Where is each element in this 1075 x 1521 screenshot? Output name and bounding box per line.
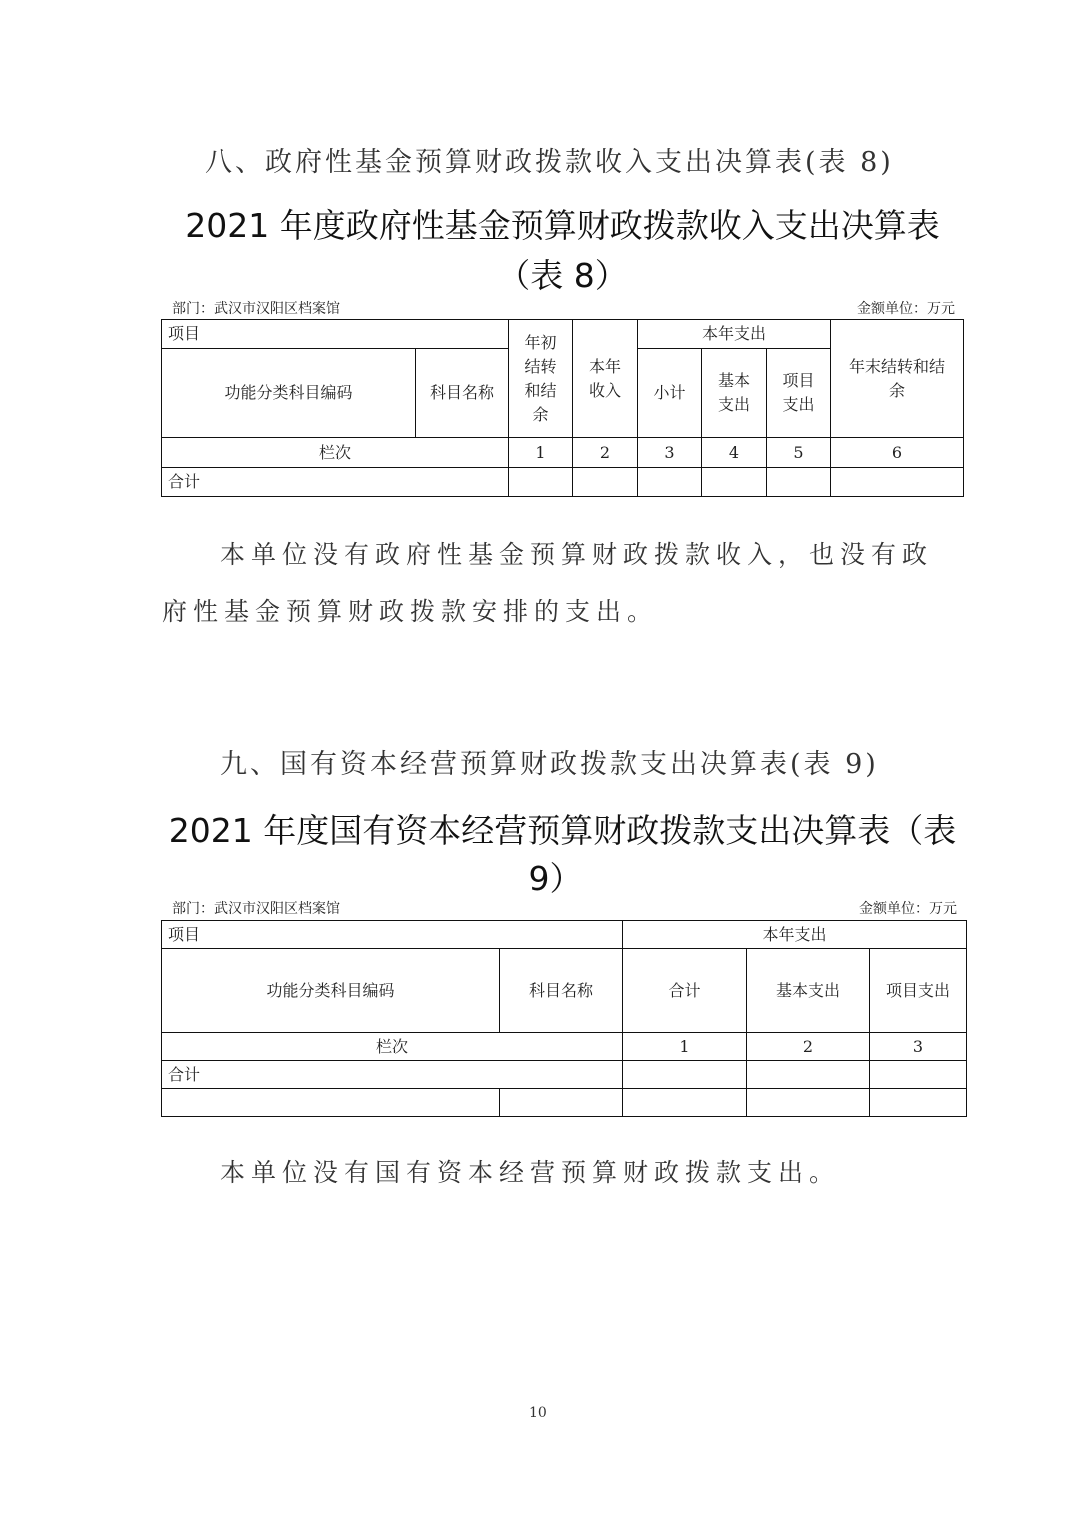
table-9-index-label: 栏次 (162, 1033, 623, 1061)
section-8-paragraph-line1: 本单位没有政府性基金预算财政拨款收入，也没有政 (220, 540, 934, 569)
table-8-header-expense-group: 本年支出 (638, 320, 831, 349)
table-8-cell (831, 468, 964, 497)
table-8-header-code: 功能分类科目编码 (162, 349, 416, 438)
table-8-header-project-exp: 项目 支出 (767, 349, 831, 438)
table-8-header-subtotal: 小计 (638, 349, 702, 438)
table-8-cell (638, 468, 702, 497)
table-9-index-row (162, 1033, 967, 1061)
table-8-title-line1: 2021 年度政府性基金预算财政拨款收入支出决算表 (185, 206, 940, 245)
table-9-cell (747, 1089, 870, 1117)
table-9-unit: 金额单位：万元 (859, 901, 957, 917)
table-9-header-project: 项目 (162, 921, 623, 949)
table-8-index-label: 栏次 (162, 438, 509, 468)
table-9-empty-row (162, 1089, 967, 1117)
page-number: 10 (529, 1405, 547, 1421)
table-9-cell (870, 1061, 967, 1089)
table-8-total-label: 合计 (162, 468, 509, 497)
table-9-cell (870, 1089, 967, 1117)
table-9-index-1: 1 (623, 1033, 747, 1061)
table-8-header-project: 项目 (162, 320, 509, 349)
table-9 (161, 920, 967, 1117)
table-8-header-name: 科目名称 (416, 349, 509, 438)
table-8-index-row (162, 438, 964, 468)
table-9-index-3: 3 (870, 1033, 967, 1061)
table-9-cell (500, 1089, 623, 1117)
table-9-total-row (162, 1061, 967, 1089)
table-8 (161, 319, 964, 497)
table-8-title-line2: （表 8） (497, 256, 628, 295)
table-8-cell (509, 468, 573, 497)
section-9-paragraph: 本单位没有国有资本经营预算财政拨款支出。 (220, 1158, 841, 1187)
table-9-header-total: 合计 (623, 949, 747, 1033)
section-8-heading: 八、政府性基金预算财政拨款收入支出决算表(表 8) (205, 147, 894, 178)
table-9-header-basic: 基本支出 (747, 949, 870, 1033)
table-8-index-1: 1 (509, 438, 573, 468)
table-9-header-code: 功能分类科目编码 (162, 949, 500, 1033)
table-9-cell (623, 1089, 747, 1117)
table-9-cell (623, 1061, 747, 1089)
table-9-index-2: 2 (747, 1033, 870, 1061)
table-9-cell (162, 1089, 500, 1117)
table-8-header-end-balance: 年末结转和结 余 (831, 320, 964, 438)
table-9-cell (747, 1061, 870, 1089)
table-9-total-label: 合计 (162, 1061, 623, 1089)
table-9-header-project-exp: 项目支出 (870, 949, 967, 1033)
table-8-total-row (162, 468, 964, 497)
table-8-index-4: 4 (702, 438, 767, 468)
section-9-heading: 九、国有资本经营预算财政拨款支出决算表(表 9) (220, 749, 879, 780)
table-8-index-2: 2 (573, 438, 638, 468)
table-8-index-5: 5 (767, 438, 831, 468)
table-8-index-6: 6 (831, 438, 964, 468)
table-8-header-basic: 基本 支出 (702, 349, 767, 438)
table-8-cell (767, 468, 831, 497)
table-8-cell (702, 468, 767, 497)
table-8-header-begin-balance: 年初 结转 和结 余 (509, 320, 573, 438)
table-9-title-line1: 2021 年度国有资本经营预算财政拨款支出决算表（表 (168, 811, 957, 850)
table-8-cell (573, 468, 638, 497)
table-8-header-income: 本年 收入 (573, 320, 638, 438)
section-8-paragraph-line2: 府性基金预算财政拨款安排的支出。 (162, 597, 659, 626)
table-9-header-expense-group: 本年支出 (623, 921, 967, 949)
table-8-department: 部门：武汉市汉阳区档案馆 (172, 301, 340, 317)
table-9-title-line2: 9） (528, 859, 583, 898)
table-9-header-name: 科目名称 (500, 949, 623, 1033)
table-8-unit: 金额单位：万元 (857, 301, 955, 317)
table-8-index-3: 3 (638, 438, 702, 468)
table-9-department: 部门：武汉市汉阳区档案馆 (172, 901, 340, 917)
